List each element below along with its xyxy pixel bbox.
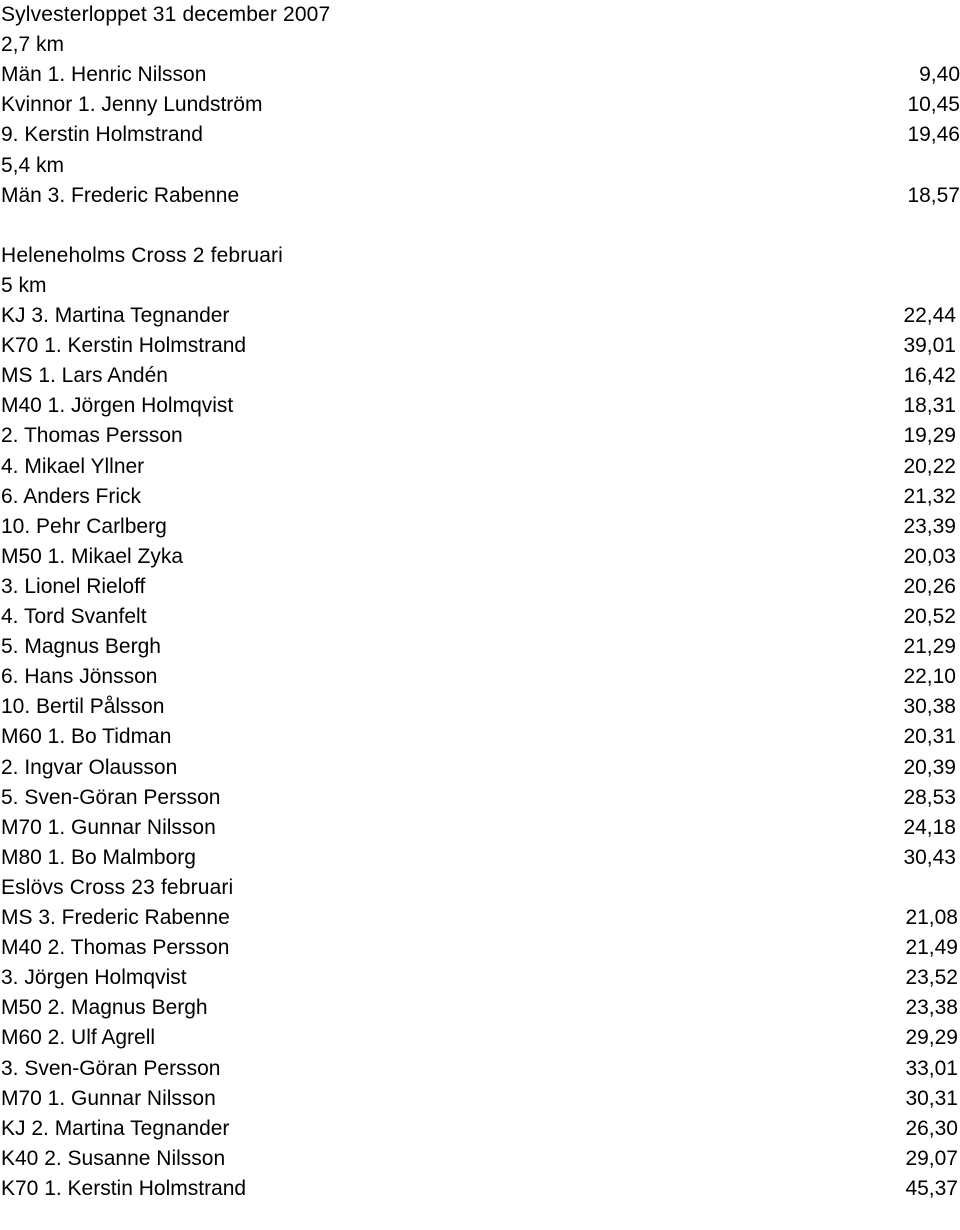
result-row xyxy=(0,1084,960,1114)
result-time: 29,07 xyxy=(905,1146,958,1170)
section-title-text: Eslövs Cross 23 februari xyxy=(1,875,234,899)
result-label: 3. Sven-Göran Persson xyxy=(1,1056,221,1080)
result-time: 18,57 xyxy=(907,183,960,207)
result-row xyxy=(0,783,960,813)
result-row xyxy=(0,1023,960,1053)
section-title-text: Sylvesterloppet 31 december 2007 xyxy=(1,3,331,26)
result-label: 2. Thomas Persson xyxy=(1,424,183,448)
result-time: 33,01 xyxy=(905,1056,958,1080)
result-label: K70 1. Kerstin Holmstrand xyxy=(1,334,247,358)
result-time: 20,52 xyxy=(903,605,956,628)
result-label: M80 1. Bo Malmborg xyxy=(1,845,196,869)
section-title xyxy=(0,873,960,903)
result-row xyxy=(0,993,960,1023)
result-label: M50 2. Magnus Bergh xyxy=(1,996,208,1020)
result-label: 4. Mikael Yllner xyxy=(1,454,145,478)
result-row xyxy=(0,90,960,120)
result-row xyxy=(0,933,960,963)
result-row xyxy=(0,361,960,391)
result-row xyxy=(0,271,960,301)
result-row xyxy=(0,482,960,512)
result-label: MS 3. Frederic Rabenne xyxy=(1,906,230,929)
result-row xyxy=(0,512,960,542)
result-label: KJ 2. Martina Tegnander xyxy=(1,1116,230,1140)
result-label: 4. Tord Svanfelt xyxy=(1,605,147,628)
result-time: 20,26 xyxy=(903,574,956,598)
result-row xyxy=(0,391,960,421)
result-label: Kvinnor 1. Jenny Lundström xyxy=(1,93,263,117)
result-time: 26,30 xyxy=(905,1116,958,1140)
result-time: 21,32 xyxy=(903,484,956,508)
result-row xyxy=(0,1144,960,1174)
result-label: KJ 3. Martina Tegnander xyxy=(1,304,230,327)
result-row xyxy=(0,813,960,843)
result-row xyxy=(0,1114,960,1144)
result-label: 2. Ingvar Olausson xyxy=(1,755,178,779)
result-row xyxy=(0,602,960,632)
result-label: K70 1. Kerstin Holmstrand xyxy=(1,1176,247,1200)
result-row xyxy=(0,331,960,361)
result-label: 2,7 km xyxy=(1,33,65,57)
result-row xyxy=(0,963,960,993)
result-time: 28,53 xyxy=(903,785,956,809)
result-row xyxy=(0,542,960,572)
result-label: 6. Anders Frick xyxy=(1,484,142,508)
result-time: 22,44 xyxy=(903,304,956,327)
result-row xyxy=(0,843,960,873)
section-title xyxy=(0,241,960,271)
result-row xyxy=(0,60,960,90)
result-label: 9. Kerstin Holmstrand xyxy=(1,123,203,147)
result-label: 3. Jörgen Holmqvist xyxy=(1,966,187,990)
result-row xyxy=(0,722,960,752)
result-time: 21,49 xyxy=(905,936,958,960)
result-time: 24,18 xyxy=(903,815,956,839)
result-label: 10. Pehr Carlberg xyxy=(1,514,167,538)
result-row xyxy=(0,301,960,331)
result-time: 30,31 xyxy=(905,1086,958,1110)
result-time: 19,29 xyxy=(903,424,956,448)
result-label: Män 3. Frederic Rabenne xyxy=(1,183,240,207)
result-label: MS 1. Lars Andén xyxy=(1,364,168,388)
result-time: 20,39 xyxy=(903,755,956,779)
result-label: M60 2. Ulf Agrell xyxy=(1,1026,156,1050)
result-label: M40 1. Jörgen Holmqvist xyxy=(1,394,234,418)
result-row xyxy=(0,753,960,783)
result-label: 10. Bertil Pålsson xyxy=(1,695,165,719)
result-row xyxy=(0,30,960,60)
result-time: 29,29 xyxy=(905,1026,958,1050)
result-row xyxy=(0,151,960,181)
result-time: 30,43 xyxy=(903,845,956,869)
result-label: M70 1. Gunnar Nilsson xyxy=(1,815,216,839)
result-time: 20,03 xyxy=(903,544,956,568)
result-label: 6. Hans Jönsson xyxy=(1,665,158,689)
result-time: 18,31 xyxy=(903,394,956,418)
result-row xyxy=(0,1054,960,1084)
result-time: 20,31 xyxy=(903,725,956,749)
result-row xyxy=(0,120,960,150)
result-time: 23,52 xyxy=(905,966,958,990)
result-row xyxy=(0,632,960,662)
section-title-text: Heleneholms Cross 2 februari xyxy=(1,243,283,267)
result-label: 5. Sven-Göran Persson xyxy=(1,785,221,809)
section-title xyxy=(0,0,960,30)
result-time: 9,40 xyxy=(919,63,960,87)
result-row xyxy=(0,181,960,211)
result-row xyxy=(0,1174,960,1204)
result-label: M50 1. Mikael Zyka xyxy=(1,544,184,568)
result-row xyxy=(0,452,960,482)
result-row xyxy=(0,662,960,692)
result-time: 22,10 xyxy=(903,665,956,689)
result-label: 3. Lionel Rieloff xyxy=(1,574,146,598)
result-time: 10,45 xyxy=(907,93,960,117)
result-label: 5. Magnus Bergh xyxy=(1,635,161,659)
result-row xyxy=(0,692,960,722)
result-time: 23,39 xyxy=(903,514,956,538)
result-time: 16,42 xyxy=(903,364,956,388)
result-time: 45,37 xyxy=(905,1176,958,1200)
result-label: M60 1. Bo Tidman xyxy=(1,725,172,749)
result-time: 30,38 xyxy=(903,695,956,719)
result-label: M70 1. Gunnar Nilsson xyxy=(1,1086,216,1110)
result-row xyxy=(0,421,960,451)
result-label: M40 2. Thomas Persson xyxy=(1,936,230,960)
result-label: 5,4 km xyxy=(1,153,65,177)
result-label: Män 1. Henric Nilsson xyxy=(1,63,207,87)
result-time: 21,29 xyxy=(903,635,956,659)
result-time: 23,38 xyxy=(905,996,958,1020)
result-time: 21,08 xyxy=(905,906,958,929)
result-time: 39,01 xyxy=(903,334,956,358)
result-time: 19,46 xyxy=(907,123,960,147)
result-label: K40 2. Susanne Nilsson xyxy=(1,1146,226,1170)
result-time: 20,22 xyxy=(903,454,956,478)
result-label: 5 km xyxy=(1,273,47,297)
result-row xyxy=(0,903,960,933)
result-row xyxy=(0,572,960,602)
